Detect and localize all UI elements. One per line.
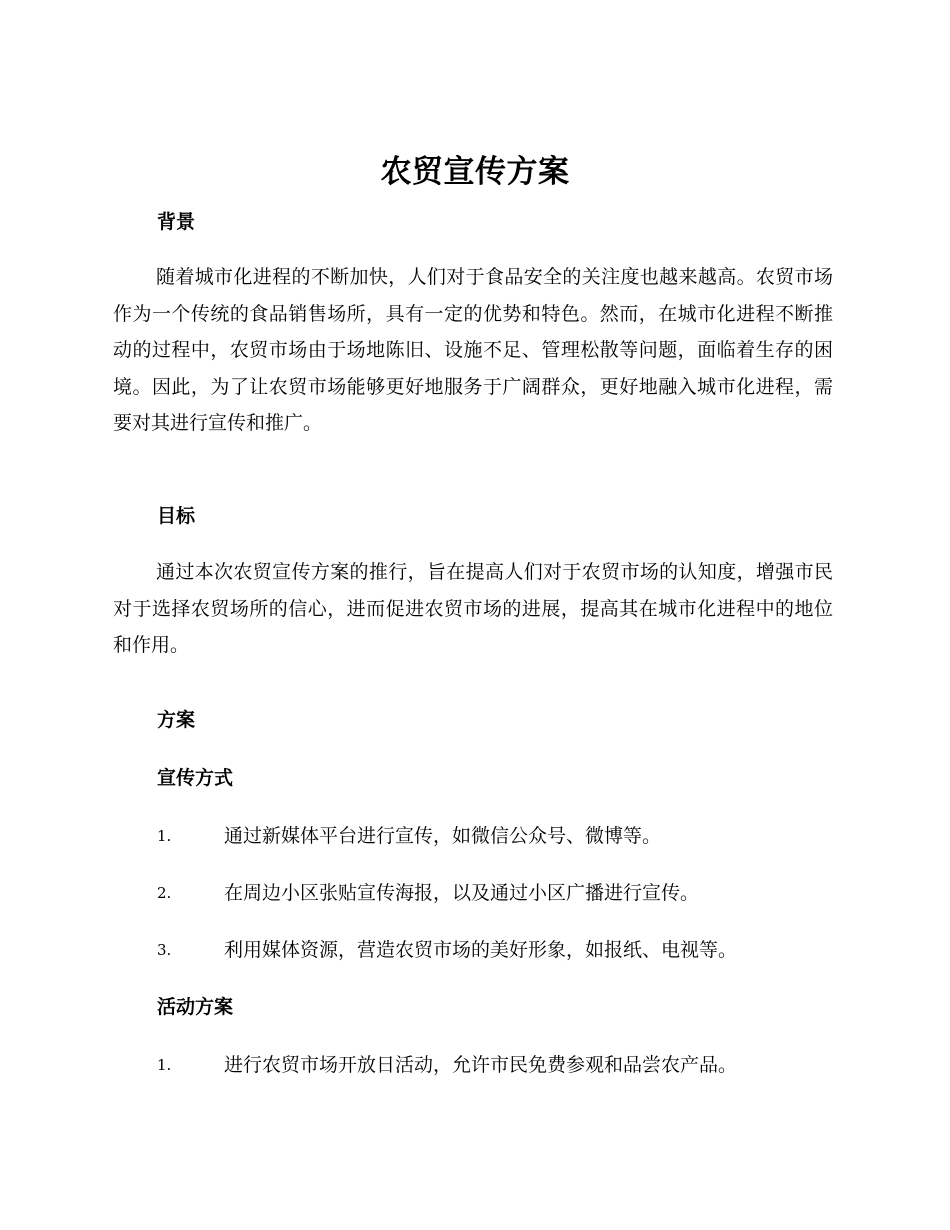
heading-background: 背景 (157, 211, 196, 233)
list-item-text: 在周边小区张贴宣传海报，以及通过小区广播进行宣传。 (224, 882, 700, 904)
list-item (157, 936, 837, 964)
heading-promotion-methods: 宣传方式 (157, 767, 234, 789)
list-item (157, 1051, 837, 1079)
list-item-number: 1. (157, 827, 172, 845)
list-item-text: 通过新媒体平台进行宣传，如微信公众号、微博等。 (224, 825, 662, 847)
document-title: 农贸宣传方案 (380, 154, 570, 190)
list-item-number: 3. (157, 941, 172, 959)
list-item-text: 利用媒体资源，营造农贸市场的美好形象，如报纸、电视等。 (224, 939, 738, 961)
list-item (157, 879, 837, 907)
list-item-text: 进行农贸市场开放日活动，允许市民免费参观和品尝农产品。 (224, 1054, 738, 1076)
heading-activity-plan: 活动方案 (157, 996, 234, 1018)
heading-plan: 方案 (157, 709, 196, 731)
list-item-number: 2. (157, 884, 172, 902)
list-item-number: 1. (157, 1056, 172, 1074)
heading-goal: 目标 (157, 505, 196, 527)
paragraph-background: 随着城市化进程的不断加快，人们对于食品安全的关注度也越来越高。农贸市场作为一个传统的食品销售场所，具有一定的优势和特色。然而，在城市化进程不断推动的过程中，农贸市场由于场地陈旧、设施不足、管理松散等问题，面临着生存的困境。因此，为了让农贸市场能够更好地服务于广阔群众，更好地融入城市化进程，需要对其进行宣传和推广。 (113, 266, 833, 434)
list-item (157, 822, 837, 850)
paragraph-goal: 通过本次农贸宣传方案的推行，旨在提高人们对于农贸市场的认知度，增强市民对于选择农贸场所的信心，进而促进农贸市场的进展，提高其在城市化进程中的地位和作用。 (113, 561, 833, 656)
